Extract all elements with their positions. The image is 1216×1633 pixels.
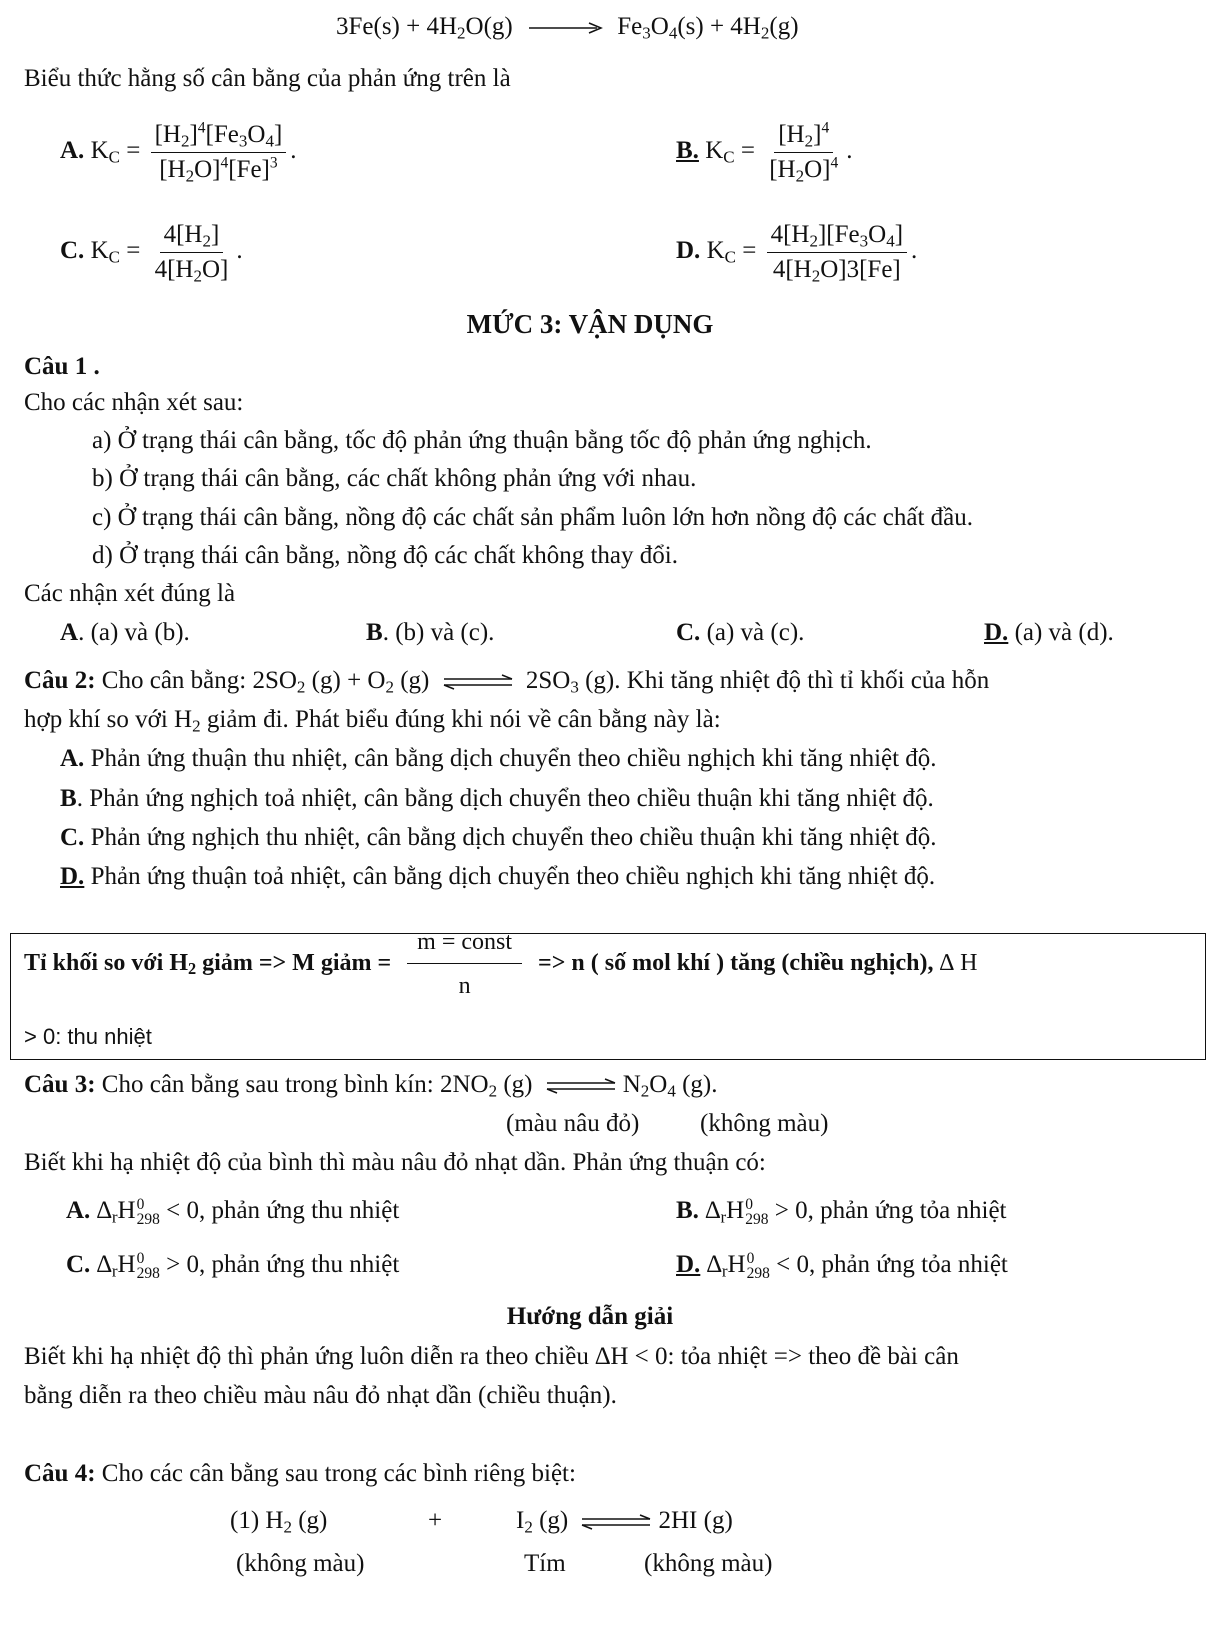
q4-line1 xyxy=(24,1459,576,1489)
eq-sub: 2 xyxy=(760,23,770,43)
eq-right: Fe xyxy=(617,13,643,40)
option-text: . (a) và (b). xyxy=(78,619,190,646)
kc-symbol: K xyxy=(706,237,725,265)
q4-plus: + xyxy=(428,1507,443,1534)
q4-text: (g) xyxy=(291,1507,328,1534)
q2-text: (g) xyxy=(393,667,430,694)
equilibrium-arrow-icon xyxy=(545,1078,617,1094)
q1-option-c xyxy=(676,618,804,648)
q2-line2 xyxy=(24,705,721,735)
option-text: < 0, phản ứng thu nhiệt xyxy=(166,1197,400,1224)
top-equation xyxy=(336,12,799,42)
option-text: Phản ứng nghịch thu nhiệt, cân bằng dịch chuyển theo chiều thuận khi tăng nhiệt độ. xyxy=(84,824,937,851)
kc-fraction: $\frac{4[H_2][Fe_3O_4]}{4[H_2O]3[Fe]}$ xyxy=(767,220,907,285)
q2-text: hợp khí so với H xyxy=(24,706,193,733)
eq-right-mid: O xyxy=(650,13,669,40)
option-label: D. xyxy=(984,619,1009,646)
eq-sub: 3 xyxy=(642,23,651,43)
guide-line-2: bằng diễn ra theo chiều màu nâu đỏ nhạt dần (chiều thuận). xyxy=(24,1382,617,1409)
q3-text: O xyxy=(649,1071,668,1098)
kc-fraction: $\frac{[H_2]^4}{[H_2O]^4}$ xyxy=(769,119,839,186)
q2-text: giảm đi. Phát biểu đúng khi nói về cân bằng này là: xyxy=(200,706,721,733)
q2-text: (g) + O xyxy=(305,667,386,694)
kc-option-c: C. $K_C$ = $\frac{4[H_2]}{4[H_2O]}$ . xyxy=(60,221,243,286)
eq-right-tail: (s) + 4H xyxy=(677,13,761,40)
option-label: C. xyxy=(676,619,701,646)
q2-title: Câu 2: xyxy=(24,667,96,694)
kc-option-a: A. $K_C$ = $\frac{[H_2]^4[Fe_3O_4]}{[H_2O]^4[Fe]^3}$ . xyxy=(60,119,297,186)
q3-option-c: C. $\Delta_rH$ 0 298 > 0, phản ứng thu nhiệt xyxy=(66,1249,400,1283)
q3-option-a: A. $\Delta_rH$ 0 298 < 0, phản ứng thu nhiệt xyxy=(66,1195,400,1229)
q1-option-d xyxy=(984,618,1114,648)
sub: 2 xyxy=(640,1081,650,1101)
q2-text: 2SO xyxy=(519,667,571,694)
q3-text: N xyxy=(622,1071,641,1098)
q4-text: 2HI (g) xyxy=(658,1507,733,1534)
option-label: C. xyxy=(66,1251,91,1278)
explanation-line1 xyxy=(24,928,977,1001)
q4-eq-left xyxy=(230,1506,327,1536)
option-label: B. xyxy=(676,1197,699,1224)
option-text: > 0, phản ứng thu nhiệt xyxy=(166,1251,400,1278)
q4-text: (g) xyxy=(532,1507,569,1534)
q2-line1 xyxy=(24,666,989,696)
q2-text: (g). Khi tăng nhiệt độ thì tỉ khối của hỗn xyxy=(578,667,990,694)
guide-line-1: Biết khi hạ nhiệt độ thì phản ứng luôn diễn ra theo chiều ∆H < 0: tỏa nhiệt => theo đề bài cân xyxy=(24,1343,959,1370)
box-text: Tỉ khối so với H xyxy=(24,949,189,976)
kc-option-d: D. $K_C$ = $\frac{4[H_2][Fe_3O_4]}{4[H_2O]3[Fe]}$ . xyxy=(676,221,918,286)
option-label: A xyxy=(60,619,79,646)
option-text: Phản ứng thuận thu nhiệt, cân bằng dịch chuyển theo chiều nghịch khi tăng nhiệt độ. xyxy=(84,745,937,772)
option-label: D. xyxy=(60,863,85,890)
box-text: => n ( số mol khí ) tăng (chiều nghịch), xyxy=(532,949,940,976)
q1-title: Câu 1 . xyxy=(24,353,100,380)
section-title: MỨC 3: VẬN DỤNG xyxy=(466,309,714,339)
frac-num: m = const xyxy=(407,928,522,964)
sub: 2 xyxy=(296,677,306,697)
option-text: < 0, phản ứng tỏa nhiệt xyxy=(776,1251,1008,1278)
kc-sub: C xyxy=(723,147,735,167)
q2-option-c xyxy=(60,823,937,853)
option-text: (a) và (d). xyxy=(1008,619,1114,646)
eq-sub: 2 xyxy=(457,23,466,43)
q1-intro: Cho các nhận xét sau: xyxy=(24,389,244,416)
explanation-line2: > 0: thu nhiệt xyxy=(24,1024,152,1049)
option-label: D. xyxy=(676,237,701,265)
q4-text: I xyxy=(516,1507,525,1534)
q1-item: a) Ở trạng thái cân bằng, tốc độ phản ứng thuận bằng tốc độ phản ứng nghịch. xyxy=(92,427,872,454)
option-label: B. xyxy=(676,137,699,165)
option-label: B xyxy=(60,785,77,812)
option-text: . (b) và (c). xyxy=(382,619,495,646)
q4-text: Cho các cân bằng sau trong các bình riêng biệt: xyxy=(95,1460,576,1487)
equilibrium-arrow-icon xyxy=(442,674,514,690)
sub: 3 xyxy=(570,677,579,697)
eq-left: 3Fe(s) + 4H xyxy=(336,13,458,40)
option-label: A. xyxy=(60,137,85,165)
q3-text: (g). xyxy=(675,1071,718,1098)
q3-option-b: B. $\Delta_rH$ 0 298 > 0, phản ứng tỏa nhiệt xyxy=(676,1195,1007,1229)
q3-line3: Biết khi hạ nhiệt độ của bình thì màu nâu đỏ nhạt dần. Phản ứng thuận có: xyxy=(24,1149,766,1176)
kc-fraction: $\frac{[H_2]^4[Fe_3O_4]}{[H_2O]^4[Fe]^3}$ xyxy=(151,120,287,185)
option-text: . Phản ứng nghịch toả nhiệt, cân bằng dịch chuyển theo chiều thuận khi tăng nhiệt độ. xyxy=(76,785,934,812)
eq-left-tail: O(g) xyxy=(465,13,513,40)
q1-prompt: Các nhận xét đúng là xyxy=(24,580,236,607)
sub: 2 xyxy=(524,1517,533,1537)
q1-option-a xyxy=(60,618,190,648)
q3-color-2: (không màu) xyxy=(700,1110,829,1137)
option-label: C. xyxy=(60,237,85,265)
molar-mass-fraction xyxy=(407,928,522,1001)
sub: 2 xyxy=(192,716,201,736)
q4-color-2: Tím xyxy=(524,1550,566,1577)
q1-option-b xyxy=(366,618,494,648)
kc-symbol: K xyxy=(90,137,109,165)
sub: 2 xyxy=(283,1517,292,1537)
q3-color-1: (màu nâu đỏ) xyxy=(506,1110,640,1137)
option-text: > 0, phản ứng tỏa nhiệt xyxy=(774,1197,1007,1224)
q3-option-d: D. $\Delta_rH$ 0 298 < 0, phản ứng tỏa nhiệt xyxy=(676,1249,1008,1283)
reaction-arrow-icon xyxy=(527,21,603,35)
q1-item: d) Ở trạng thái cân bằng, nồng độ các chất không thay đổi. xyxy=(92,542,678,569)
eq-right-end: (g) xyxy=(769,13,799,40)
option-text: Phản ứng thuận toả nhiệt, cân bằng dịch chuyển theo chiều nghịch khi tăng nhiệt độ. xyxy=(84,863,936,890)
equilibrium-arrow-icon xyxy=(580,1514,652,1530)
q3-text: (g) xyxy=(497,1071,533,1098)
q4-eq-right xyxy=(516,1506,733,1536)
q2-option-d xyxy=(60,862,935,892)
q4-text: (1) H xyxy=(230,1507,284,1534)
q4-title: Câu 4: xyxy=(24,1460,96,1487)
q2-text: Cho cân bằng: 2SO xyxy=(95,667,297,694)
option-label: D. xyxy=(676,1251,701,1278)
q2-option-a xyxy=(60,744,937,774)
q1-item: b) Ở trạng thái cân bằng, các chất không phản ứng với nhau. xyxy=(92,465,697,492)
q4-color-3: (không màu) xyxy=(644,1550,773,1577)
sub: 2 xyxy=(385,677,394,697)
box-text: ∆ H xyxy=(939,949,978,976)
kc-sub: C xyxy=(108,247,120,267)
sub: 2 xyxy=(188,958,197,978)
option-label: B xyxy=(366,619,383,646)
kc-sub: C xyxy=(108,147,120,167)
kc-intro: Biểu thức hằng số cân bằng của phản ứng trên là xyxy=(24,65,511,92)
q2-option-b xyxy=(60,784,934,814)
kc-option-b: B. $K_C$ = $\frac{[H_2]^4}{[H_2O]^4}$ . xyxy=(676,119,853,186)
frac-den: n xyxy=(458,972,471,999)
box-text: giảm => M giảm = xyxy=(196,949,398,976)
q3-text: Cho cân bằng sau trong bình kín: 2NO xyxy=(95,1071,489,1098)
kc-fraction: $\frac{4[H_2]}{4[H_2O]}$ xyxy=(154,221,229,286)
kc-sub: C xyxy=(724,247,736,267)
option-label: C. xyxy=(60,824,85,851)
kc-symbol: K xyxy=(90,237,109,265)
sub: 4 xyxy=(667,1081,676,1101)
option-text: (a) và (c). xyxy=(700,619,805,646)
q3-line1 xyxy=(24,1070,718,1100)
option-label: A. xyxy=(60,745,85,772)
q3-title: Câu 3: xyxy=(24,1071,96,1098)
guide-title: Hướng dẫn giải xyxy=(506,1303,674,1330)
q1-item: c) Ở trạng thái cân bằng, nồng độ các chất sản phẩm luôn lớn hơn nồng độ các chất đầu. xyxy=(92,504,974,531)
option-label: A. xyxy=(66,1197,91,1224)
sub: 2 xyxy=(488,1081,498,1101)
q4-color-1: (không màu) xyxy=(236,1550,365,1577)
eq-sub: 4 xyxy=(668,23,678,43)
kc-symbol: K xyxy=(705,137,724,165)
